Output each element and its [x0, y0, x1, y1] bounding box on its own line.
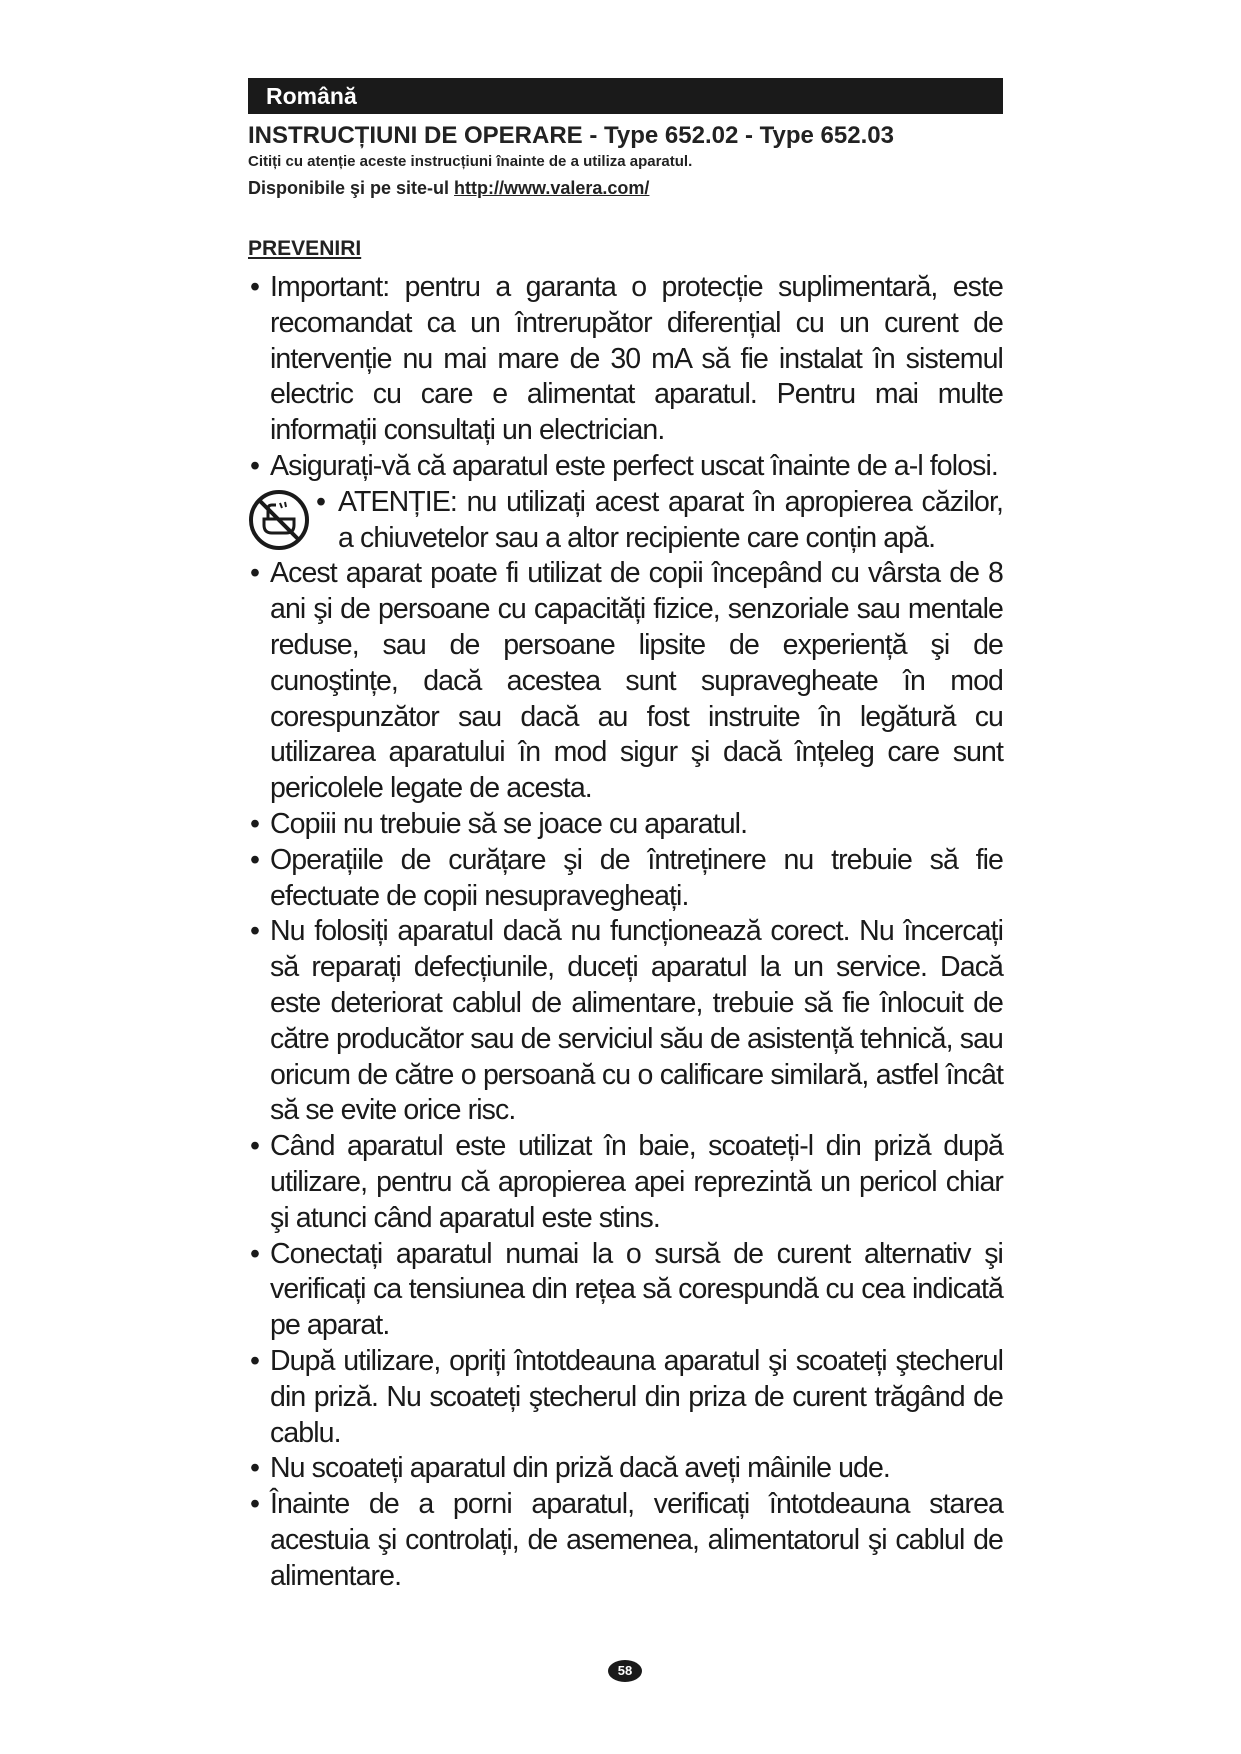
bullet: • [250, 1344, 260, 1377]
bullet: • [250, 449, 260, 482]
list-item-text: Nu folosiți aparatul dacă nu funcționează corect. Nu încercați să reparați defecțiunile, duceți aparatul la un service. Dacă este deteriorat cablul de alimentare, trebuie să fie înlocuit de către producător sau de serviciul său de asistență tehnică, sau oricum de către o persoană cu o calificare similară, astfel încât să se evite orice risc. [270, 915, 1003, 1127]
list-item-text: Înainte de a porni aparatul, verificați întotdeauna starea acestuia şi controlați, de asemenea, alimentatorul şi cablul de alimentare. [270, 1488, 1003, 1592]
list-item-text: Copiii nu trebuie să se joace cu aparatul. [270, 807, 748, 840]
bullet: • [250, 1452, 260, 1485]
availability-prefix: Disponibile şi pe site-ul [248, 178, 455, 198]
list-item-text: Operațiile de curățare şi de întreținere nu trebuie să fie efectuate de copii nesupravegheați. [270, 843, 1003, 912]
list-item-text: Important: pentru a garanta o protecție suplimentară, este recomandat ca un întrerupător diferențial cu un curent de intervenție nu mai mare de 30 mA să fie instalat în sistemul electric cu care e alimentat aparatul. Pentru mai multe informații consultați un electrician. [270, 271, 1003, 447]
no-bathtub-icon [248, 489, 310, 551]
list-item [248, 807, 1003, 843]
language-label: Română [266, 83, 357, 109]
document-title: INSTRUCȚIUNI DE OPERARE - Type 652.02 - Type 652.03 [248, 122, 894, 149]
list-item-text: Asigurați-vă că aparatul este perfect uscat înainte de a-l folosi. [270, 449, 998, 482]
website-link[interactable]: http://www.valera.com/ [454, 178, 650, 198]
bullet: • [250, 843, 260, 876]
bullet: • [250, 1130, 260, 1163]
list-item [248, 1487, 1003, 1594]
list-item-text: Conectați aparatul numai la o sursă de curent alternativ şi verificați ca tensiunea din rețea să corespundă cu cea indicată pe aparat. [270, 1237, 1003, 1342]
list-item [248, 1237, 1003, 1344]
bullet: • [250, 1237, 260, 1270]
document-subtitle: Citiți cu atenție aceste instrucțiuni înainte de a utiliza aparatul. [248, 153, 693, 170]
list-item-text: După utilizare, opriți întotdeauna aparatul şi scoateți ştecherul din priză. Nu scoateți ştecherul din priza de curent trăgând de cablu. [270, 1344, 1003, 1449]
list-item-text: Nu scoateți aparatul din priză dacă aveți mâinile ude. [270, 1452, 890, 1485]
page-number: 58 [608, 1660, 642, 1682]
list-item [248, 1129, 1003, 1236]
list-item-text: ATENȚIE: nu utilizați acest aparat în apropierea căzilor, a chiuvetelor sau a altor recipiente care conțin apă. [338, 485, 1003, 554]
warnings-list [248, 270, 1003, 1594]
bullet: • [250, 557, 260, 590]
bullet: • [250, 271, 260, 303]
list-item [248, 556, 1003, 807]
list-item [248, 1344, 1003, 1451]
list-item [248, 914, 1003, 1129]
list-item [248, 843, 1003, 915]
list-item [248, 1451, 1003, 1487]
list-item-text: Când aparatul este utilizat în baie, scoateți-l din priză după utilizare, pentru că apropierea apei reprezintă un pericol chiar şi atunci când aparatul este stins. [270, 1130, 1003, 1234]
list-item [248, 449, 1003, 485]
list-item-warning [248, 485, 1003, 557]
bullet: • [250, 807, 260, 840]
list-item [248, 270, 1003, 449]
language-header-bar [248, 78, 1003, 114]
section-title: PREVENIRI [248, 237, 362, 260]
bullet: • [250, 915, 260, 948]
list-item-text: Acest aparat poate fi utilizat de copii începând cu vârsta de 8 ani şi de persoane cu capacități fizice, senzoriale sau mentale reduse, sau de persoane lipsite de experiență şi de cunoştințe, dacă acestea sunt supravegheate în mod corespunzător sau dacă au fost instruite în legătură cu utilizarea aparatului în mod sigur şi dacă înțeleg care sunt pericolele legate de acesta. [270, 557, 1003, 805]
bullet: • [250, 1488, 260, 1521]
bullet: • [316, 485, 326, 518]
availability-line [248, 178, 649, 199]
